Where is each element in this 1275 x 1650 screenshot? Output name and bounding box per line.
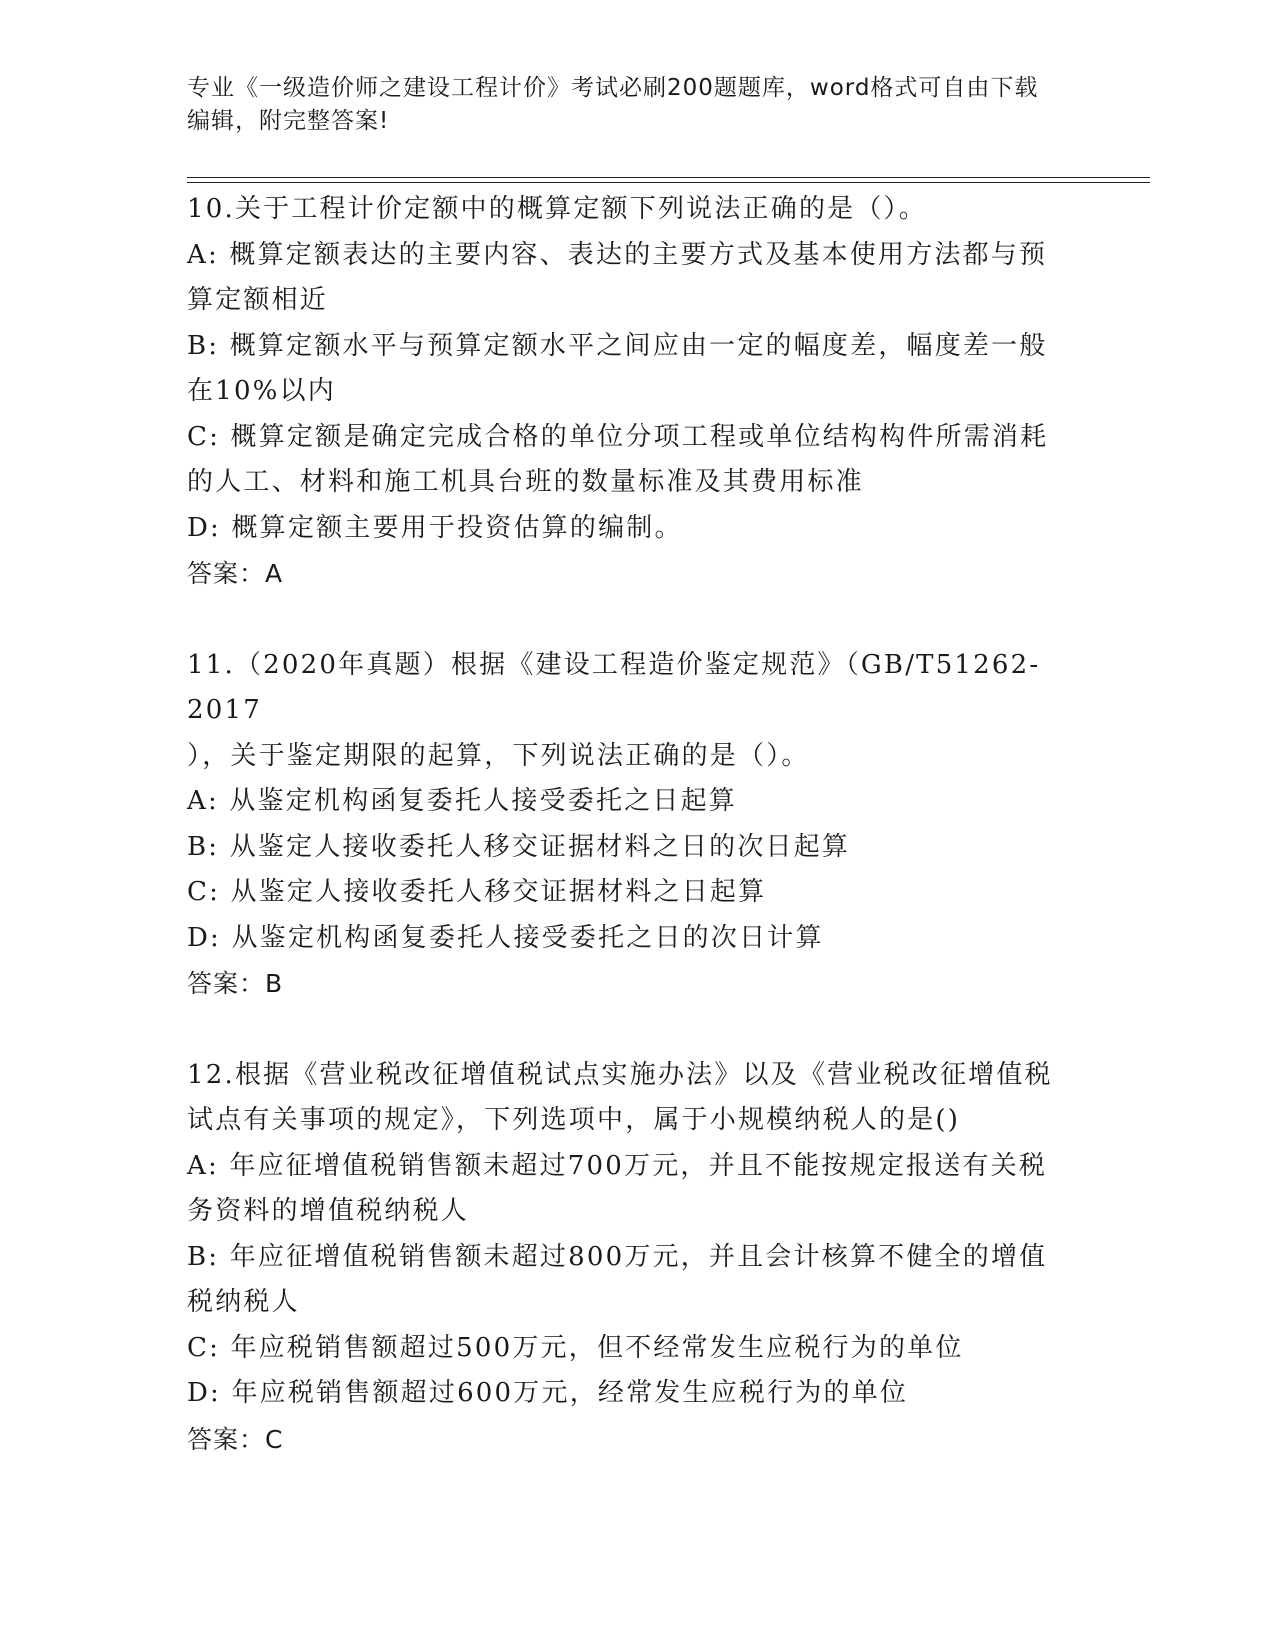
question-text [187, 643, 1087, 780]
option-c [187, 415, 1087, 506]
option-b: B: 从鉴定人接收委托人移交证据材料之日的次日起算 [187, 831, 851, 862]
option-c [187, 1326, 1087, 1372]
answer [187, 551, 1087, 597]
answer [187, 1417, 1087, 1463]
option-d [187, 506, 1087, 552]
option-b [187, 324, 1087, 415]
option-line: C: 概算定额是确定完成合格的单位分项工程或单位结构构件所需消耗 [187, 421, 1049, 452]
answer-label: 答案： [187, 1424, 266, 1454]
option-a [187, 233, 1087, 324]
header-line-1: 专业《一级造价师之建设工程计价》考试必刷200题题库，word格式可自由下载 [187, 75, 1039, 101]
header-double-rule [187, 177, 1150, 183]
option-d [187, 1371, 1087, 1417]
question-text [187, 1053, 1087, 1144]
option-a: A: 从鉴定机构函复委托人接受委托之日起算 [187, 786, 738, 816]
option-line: 务资料的增值税纳税人 [187, 1196, 470, 1226]
option-line: 的人工、材料和施工机具台班的数量标准及其费用标准 [187, 467, 864, 497]
question-text-line: 11.（2020年真题）根据《建设工程造价鉴定规范》（GB/T51262-2017 [187, 649, 1041, 725]
option-line: B: 年应征增值税销售额未超过800万元，并且会计核算不健全的增值 [187, 1241, 1048, 1272]
question-text-line: ），关于鉴定期限的起算，下列说法正确的是（）。 [187, 740, 810, 771]
option-line: B: 概算定额水平与预算定额水平之间应由一定的幅度差，幅度差一般 [187, 330, 1048, 361]
option-line: D: 年应税销售额超过600万元，经常发生应税行为的单位 [187, 1378, 909, 1408]
option-a [187, 1144, 1087, 1235]
question-text-line: 12.根据《营业税改征增值税试点实施办法》以及《营业税改征增值税 [187, 1059, 1053, 1090]
answer-value: C [265, 1424, 284, 1454]
option-c: C: 从鉴定人接收委托人移交证据材料之日起算 [187, 877, 767, 907]
option-line: 算定额相近 [187, 285, 329, 315]
answer-value: A [265, 559, 284, 588]
option-line: D: 概算定额主要用于投资估算的编制。 [187, 512, 683, 543]
option-line: A: 年应征增值税销售额未超过700万元，并且不能按规定报送有关税 [187, 1150, 1048, 1181]
question-text: 10.关于工程计价定额中的概算定额下列说法正确的是（）。 [187, 194, 927, 224]
option-b [187, 1235, 1087, 1326]
question-text-line: 试点有关事项的规定》，下列选项中，属于小规模纳税人的是() [187, 1105, 961, 1135]
header-line-2: 编辑，附完整答案! [187, 108, 390, 134]
question-12 [187, 1053, 1087, 1463]
option-line: 在10%以内 [187, 376, 336, 406]
page-header [187, 72, 1067, 138]
option-d: D: 从鉴定机构函复委托人接受委托之日的次日计算 [187, 922, 824, 953]
question-10 [187, 187, 1087, 597]
question-list [187, 187, 1087, 1508]
option-line: C: 年应税销售额超过500万元，但不经常发生应税行为的单位 [187, 1332, 964, 1363]
answer [187, 961, 1087, 1007]
answer-label: 答案： [187, 559, 266, 588]
option-line: 税纳税人 [187, 1287, 300, 1317]
answer-label: 答案： [187, 969, 266, 998]
option-line: A: 概算定额表达的主要内容、表达的主要方式及基本使用方法都与预 [187, 239, 1048, 270]
answer-value: B [265, 969, 284, 998]
question-11 [187, 643, 1087, 1007]
